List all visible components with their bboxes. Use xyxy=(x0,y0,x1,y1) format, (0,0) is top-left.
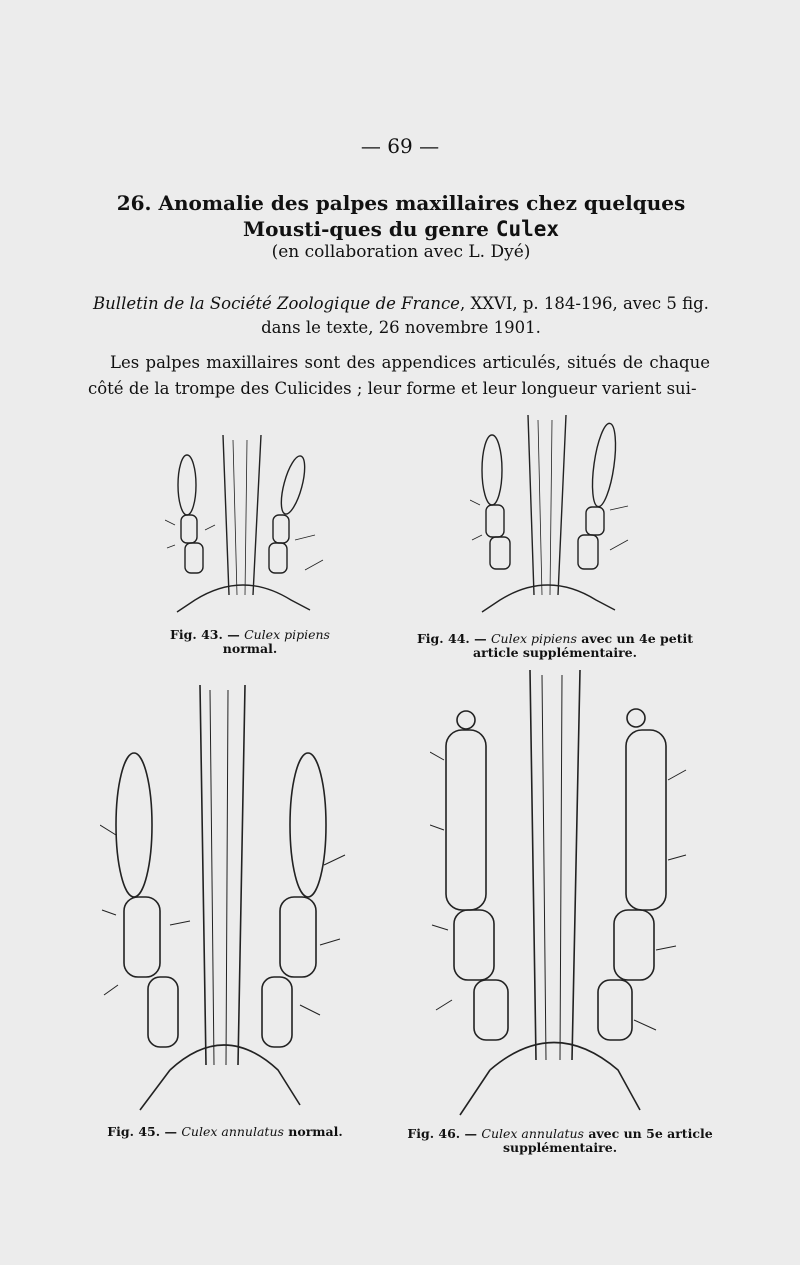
figure-44-species: Culex pipiens xyxy=(490,631,577,646)
figure-45-caption xyxy=(95,1125,355,1139)
figure-44-suffix: avec un 4e petit article supplémentaire. xyxy=(473,631,694,660)
figure-45-suffix: normal. xyxy=(288,1124,343,1139)
figure-46-suffix: avec un 5e article supplémentaire. xyxy=(502,1126,713,1155)
figure-43-species: Culex pipiens xyxy=(244,627,330,642)
figure-46-caption xyxy=(405,1127,715,1155)
page-number: — 69 — xyxy=(360,134,440,158)
figure-45-species: Culex annulatus xyxy=(181,1124,284,1139)
figure-43-illustration xyxy=(165,430,325,615)
bibliographic-reference xyxy=(88,292,714,340)
figure-43-caption xyxy=(155,628,345,656)
figure-45-label: Fig. 45. — xyxy=(107,1124,177,1139)
figure-44-caption xyxy=(400,632,710,660)
figure-46-species: Culex annulatus xyxy=(481,1126,584,1141)
collaboration-line: (en collaboration avec L. Dyé) xyxy=(271,242,531,262)
figure-46-illustration xyxy=(430,670,690,1120)
article-title xyxy=(86,190,716,242)
article-title-genus: Culex xyxy=(495,217,560,241)
bulletin-details: , XXVI, p. 184-196, avec 5 fig. dans le texte, 26 novembre 1901. xyxy=(261,294,709,337)
figure-46-label: Fig. 46. — xyxy=(407,1126,478,1141)
journal-name: Bulletin de la Société Zoologique de France xyxy=(93,294,460,313)
body-paragraph: Les palpes maxillaires sont des appendices articulés, situés de chaque côté de la trompe des Culicides ; leur forme et leur longueur varient sui- xyxy=(88,353,710,398)
figure-45-illustration xyxy=(100,685,360,1115)
article-title-text: 26. Anomalie des palpes maxillaires chez quelques Mousti-ques du genre xyxy=(116,191,686,241)
figure-43-suffix: normal. xyxy=(222,641,278,656)
figure-44-label: Fig. 44. — xyxy=(416,631,487,646)
figure-44-illustration xyxy=(470,410,630,615)
figure-43-label: Fig. 43. — xyxy=(170,627,240,642)
